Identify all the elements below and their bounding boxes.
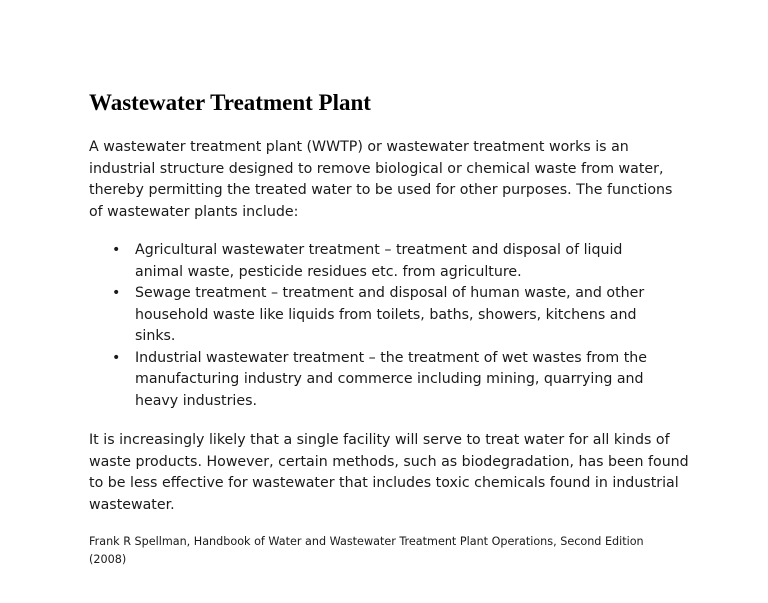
list-item-text-line: household waste like liquids from toilets, baths, showers, kitchens and <box>135 306 637 323</box>
list-item-text-line: heavy industries. <box>135 392 258 409</box>
list-item-text-line: manufacturing industry and commerce including mining, quarrying and <box>135 371 644 387</box>
list-item-sewage <box>89 283 689 348</box>
citation-line: (2008) <box>89 553 127 566</box>
closing-paragraph: It is increasingly likely that a single facility will serve to treat water for all kinds of waste products. However, certain methods, such as biodegradation, has been found to be less effective for wastewater that includes toxic chemicals found in industrial wastewater. <box>89 432 689 513</box>
bullet-icon: • <box>112 349 121 366</box>
intro-paragraph: A wastewater treatment plant (WWTP) or wastewater treatment works is an industrial structure designed to remove biological or chemical waste from water, thereby permitting the treated water to be used for other purposes. The functions of wastewater plants include: <box>89 139 673 220</box>
list-item-text-line: Sewage treatment – treatment and disposal of human waste, and other <box>135 285 645 301</box>
list-item-agricultural <box>89 240 689 283</box>
list-item-industrial <box>89 348 689 413</box>
citation <box>89 533 679 569</box>
list-item-text-line: Agricultural wastewater treatment – treatment and disposal of liquid <box>135 242 623 258</box>
document-title: Wastewater Treatment Plant <box>89 90 371 115</box>
functions-list <box>89 240 689 412</box>
list-item-text-line: sinks. <box>135 328 176 344</box>
bullet-icon: • <box>112 285 121 301</box>
list-item-text-line: Industrial wastewater treatment – the treatment of wet wastes from the <box>135 349 648 366</box>
citation-line: Frank R Spellman, Handbook of Water and Wastewater Treatment Plant Operations, Second Edition <box>89 535 644 548</box>
list-item-text-line: animal waste, pesticide residues etc. from agriculture. <box>135 263 522 280</box>
bullet-icon: • <box>112 242 121 258</box>
